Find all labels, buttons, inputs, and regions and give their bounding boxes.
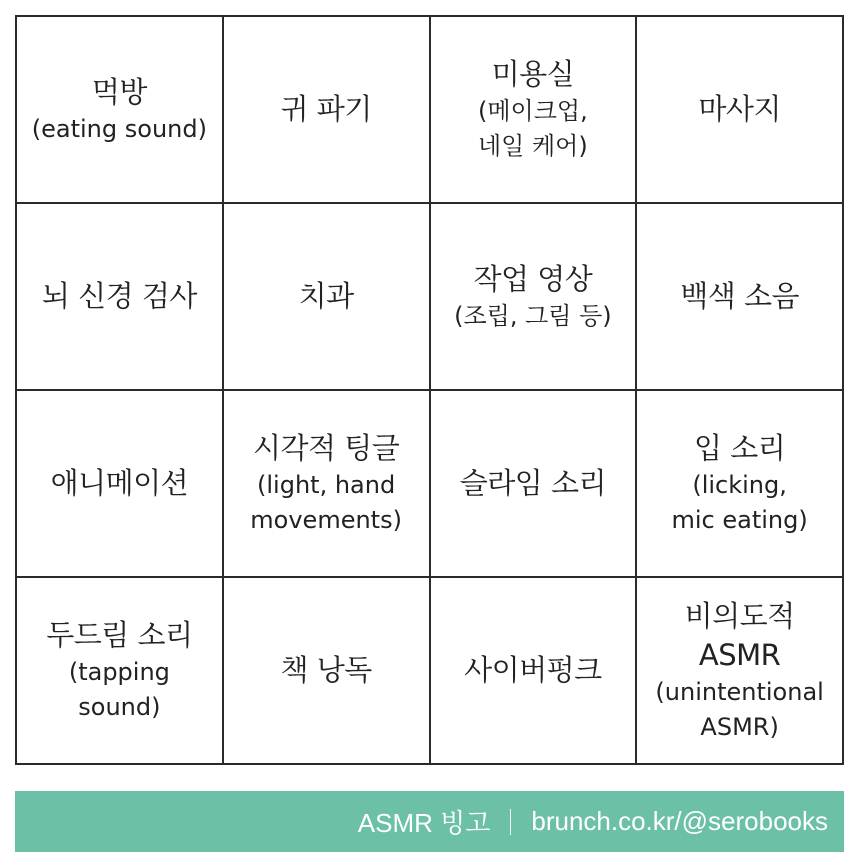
cell-subtitle: (eating sound) xyxy=(31,114,207,143)
cell-title: 슬라임 소리 xyxy=(459,466,607,500)
footer-title: ASMR 빙고 xyxy=(357,808,491,838)
cell-subtitle: (unintentional ASMR) xyxy=(655,677,824,741)
cell-subtitle: (light, hand movements) xyxy=(250,471,402,534)
bingo-cell xyxy=(637,17,844,204)
cell-title: 두드림 소리 xyxy=(46,618,193,652)
footer-source: brunch.co.kr/@serobooks xyxy=(531,806,828,836)
cell-subtitle: (메이크업, 네일 케어) xyxy=(478,97,588,160)
cell-title: 책 낭독 xyxy=(280,653,372,687)
cell-title: 뇌 신경 검사 xyxy=(41,279,197,313)
footer-banner xyxy=(15,791,844,852)
cell-title: 먹방 xyxy=(91,74,147,109)
cell-subtitle: (licking, mic eating) xyxy=(671,471,808,534)
bingo-cell xyxy=(224,578,431,765)
cell-title: 작업 영상 xyxy=(473,261,593,296)
bingo-cell xyxy=(431,204,638,391)
bingo-cell xyxy=(224,204,431,391)
cell-title: 귀 파기 xyxy=(280,92,372,126)
footer-divider xyxy=(510,809,511,835)
cell-title: 백색 소음 xyxy=(680,279,800,313)
cell-title: 사이버펑크 xyxy=(464,653,602,687)
bingo-grid xyxy=(15,15,844,765)
cell-subtitle: (조립, 그림 등) xyxy=(454,301,612,330)
bingo-cell xyxy=(224,391,431,578)
cell-subtitle: (tapping sound) xyxy=(68,658,170,721)
bingo-cell xyxy=(17,204,224,391)
bingo-cell xyxy=(17,391,224,578)
bingo-cell xyxy=(224,17,431,204)
bingo-cell xyxy=(431,578,638,765)
cell-title: 입 소리 xyxy=(693,431,786,465)
bingo-cell xyxy=(637,578,844,765)
cell-title: 미용실 xyxy=(491,57,575,91)
bingo-cell xyxy=(17,17,224,204)
bingo-cell xyxy=(431,391,638,578)
cell-title: 애니메이션 xyxy=(50,466,189,500)
cell-title: 비의도적 ASMR xyxy=(684,598,795,672)
bingo-cell xyxy=(431,17,638,204)
cell-title: 치과 xyxy=(298,279,354,313)
cell-title: 시각적 팅글 xyxy=(252,431,400,465)
cell-title: 마사지 xyxy=(698,92,781,126)
bingo-cell xyxy=(17,578,224,765)
bingo-cell xyxy=(637,204,844,391)
bingo-cell xyxy=(637,391,844,578)
